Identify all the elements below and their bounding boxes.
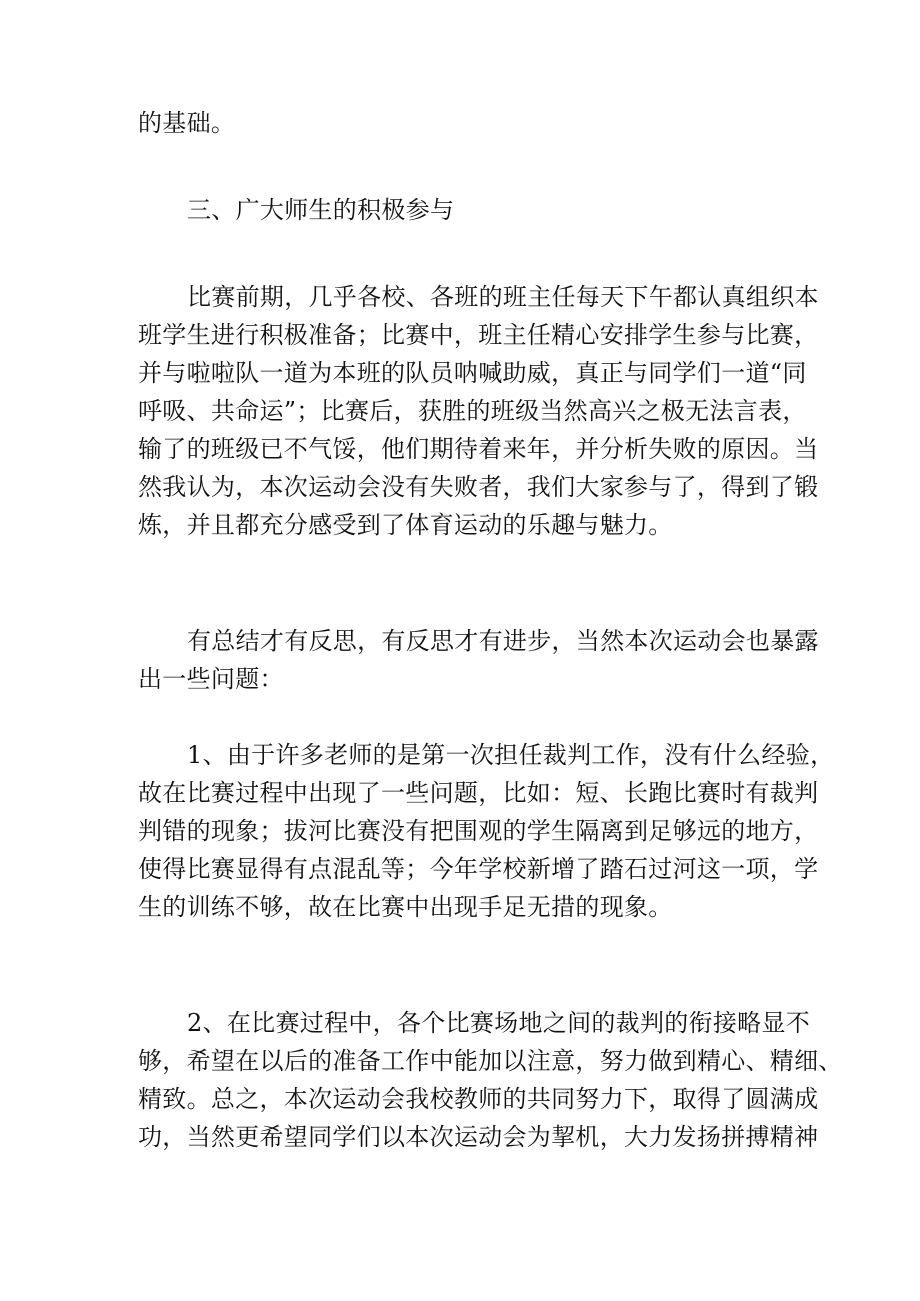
text-line: 然我认为，本次运动会没有失败者，我们大家参与了，得到了锻 bbox=[138, 473, 819, 501]
text-line: 1、由于许多老师的是第一次担任裁判工作，没有什么经验， bbox=[187, 741, 835, 769]
text-line: 有总结才有反思，有反思才有进步，当然本次运动会也暴露 bbox=[187, 627, 819, 655]
text-line: 出一些问题： bbox=[138, 665, 284, 693]
text-line: 生的训练不够，故在比赛中出现手足无措的现象。 bbox=[138, 893, 673, 921]
heading-text: 三、广大师生的积极参与 bbox=[187, 196, 455, 224]
paragraph-issue-2 bbox=[138, 1004, 843, 1156]
text-line: 比赛前期，几乎各校、各班的班主任每天下午都认真组织本 bbox=[187, 283, 819, 311]
text-line: 班学生进行积极准备；比赛中，班主任精心安排学生参与比赛， bbox=[138, 321, 819, 349]
text-line: 够，希望在以后的准备工作中能加以注意，努力做到精心、精细、 bbox=[138, 1047, 843, 1075]
text-line: 使得比赛显得有点混乱等；今年学校新增了踏石过河这一项，学 bbox=[138, 855, 819, 883]
text-line: 的基础。 bbox=[138, 109, 236, 137]
text-line: 精致。总之，本次运动会我校教师的共同努力下，取得了圆满成 bbox=[138, 1085, 819, 1113]
text-line: 并与啦啦队一道为本班的队员呐喊助威，真正与同学们一道“同 bbox=[138, 359, 807, 387]
text-line: 2、在比赛过程中，各个比赛场地之间的裁判的衔接略显不 bbox=[187, 1009, 811, 1037]
paragraph-continuation bbox=[138, 104, 798, 142]
text-line: 判错的现象；拔河比赛没有把围观的学生隔离到足够远的地方， bbox=[138, 817, 819, 845]
text-line: 故在比赛过程中出现了一些问题，比如：短、长跑比赛时有裁判 bbox=[138, 779, 819, 807]
section-heading bbox=[138, 191, 798, 229]
text-line: 输了的班级已不气馁，他们期待着来年，并分析失败的原因。当 bbox=[138, 435, 819, 463]
text-line: 呼吸、共命运”；比赛后，获胜的班级当然高兴之极无法言表， bbox=[138, 397, 807, 425]
paragraph-reflection bbox=[138, 622, 819, 698]
paragraph-participation bbox=[138, 278, 819, 544]
text-line: 功，当然更希望同学们以本次运动会为挈机，大力发扬拼搏精神 bbox=[138, 1123, 819, 1151]
text-line: 炼，并且都充分感受到了体育运动的乐趣与魅力。 bbox=[138, 511, 673, 539]
paragraph-issue-1 bbox=[138, 736, 835, 926]
